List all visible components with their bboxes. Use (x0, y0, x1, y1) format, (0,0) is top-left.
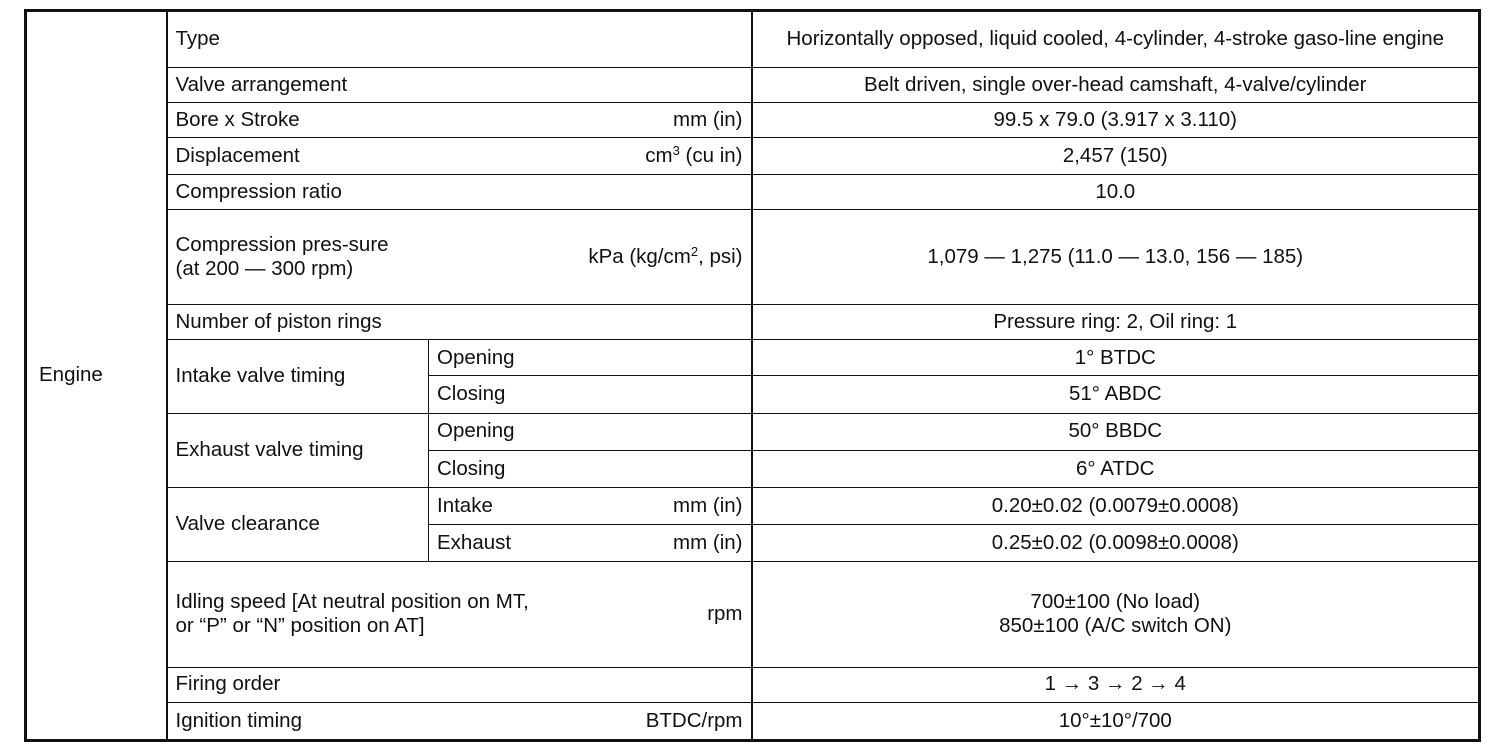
row-label-cell-bore-stroke (167, 102, 752, 137)
sub-label-intake-closing: Closing (429, 376, 752, 413)
row-label-idling-speed: Idling speed [At neutral position on MT, or “P” or “N” position on AT] (175, 589, 529, 638)
unit-superscript: 3 (672, 143, 680, 159)
row-value-exhaust-closing: 6° ATDC (752, 450, 1480, 487)
row-label-piston-rings: Number of piston rings (167, 305, 752, 340)
row-label-compression-ratio: Compression ratio (167, 175, 752, 210)
section-label-text: Engine (39, 363, 103, 387)
row-label-cell-displacement (167, 137, 752, 174)
sub-label-clearance-intake: Intake (437, 493, 493, 517)
table-row-compression-ratio (26, 175, 1480, 210)
table-row-compression-pressure (26, 210, 1480, 305)
row-value-type: Horizontally opposed, liquid cooled, 4-cylinder, 4-stroke gaso-line engine (752, 11, 1480, 68)
table-row-firing-order (26, 667, 1480, 702)
sub-label-intake-opening: Opening (429, 340, 752, 376)
sub-label-exhaust-closing: Closing (429, 450, 752, 487)
row-label-cell-ignition-timing (167, 702, 752, 740)
unit-part: cm (645, 144, 673, 168)
table-row-idling-speed (26, 562, 1480, 667)
row-label-intake-valve-timing: Intake valve timing (167, 340, 429, 413)
idling-speed-value-line1: 700±100 (No load) (1030, 589, 1201, 613)
table-row-exhaust-opening (26, 413, 1480, 450)
row-unit-displacement (645, 143, 742, 169)
row-value-bore-stroke: 99.5 x 79.0 (3.917 x 3.110) (752, 102, 1480, 137)
row-label-valve-clearance: Valve clearance (167, 487, 429, 561)
sub-label-exhaust-opening: Opening (429, 413, 752, 450)
row-label-exhaust-valve-timing: Exhaust valve timing (167, 413, 429, 487)
unit-part: (cu in) (679, 144, 743, 168)
section-label-engine (26, 11, 167, 741)
row-value-displacement: 2,457 (150) (752, 137, 1480, 174)
row-unit-compression-pressure (588, 244, 742, 270)
unit-part: kPa (kg/cm (588, 245, 691, 269)
row-label-valve-arrangement: Valve arrangement (167, 67, 752, 102)
unit-part: , psi) (698, 245, 743, 269)
row-value-firing-order: 1 → 3 → 2 → 4 (752, 667, 1480, 702)
row-label-cell-compression-pressure (167, 210, 752, 305)
row-value-piston-rings: Pressure ring: 2, Oil ring: 1 (752, 305, 1480, 340)
row-label-displacement: Displacement (175, 143, 300, 167)
table-row-ignition-timing (26, 702, 1480, 740)
table-row-displacement (26, 137, 1480, 174)
table-row-clearance-intake (26, 487, 1480, 524)
row-value-clearance-exhaust: 0.25±0.02 (0.0098±0.0008) (752, 525, 1480, 562)
row-label-ignition-timing: Ignition timing (175, 708, 302, 732)
unit-superscript: 2 (690, 244, 699, 260)
row-label-type: Type (167, 11, 752, 68)
row-value-compression-ratio: 10.0 (752, 175, 1480, 210)
table-row-type (26, 11, 1480, 68)
row-value-intake-closing: 51° ABDC (752, 376, 1480, 413)
row-unit-bore-stroke: mm (in) (673, 107, 743, 131)
sub-label-clearance-exhaust: Exhaust (437, 530, 512, 554)
table-row-bore-stroke (26, 102, 1480, 137)
row-value-exhaust-opening: 50° BBDC (752, 413, 1480, 450)
sub-unit-clearance-exhaust: mm (in) (673, 530, 743, 554)
row-label-bore-stroke: Bore x Stroke (175, 107, 300, 131)
sub-label-cell-clearance-intake (429, 487, 752, 524)
sub-unit-clearance-intake: mm (in) (673, 493, 743, 517)
row-value-valve-arrangement: Belt driven, single over-head camshaft, 4-valve/cylinder (752, 67, 1480, 102)
table-row-valve-arrangement (26, 67, 1480, 102)
row-value-compression-pressure: 1,079 — 1,275 (11.0 — 13.0, 156 — 185) (752, 210, 1480, 305)
row-value-intake-opening: 1° BTDC (752, 340, 1480, 376)
row-label-compression-pressure: Compression pres-sure (at 200 — 300 rpm) (175, 232, 389, 281)
engine-spec-table (24, 9, 1481, 742)
idling-speed-value-line2: 850±100 (A/C switch ON) (999, 614, 1232, 638)
row-value-ignition-timing: 10°±10°/700 (752, 702, 1480, 740)
row-label-firing-order: Firing order (167, 667, 752, 702)
sub-label-cell-clearance-exhaust (429, 525, 752, 562)
row-label-cell-idling-speed (167, 562, 752, 667)
row-value-idling-speed (752, 562, 1480, 667)
row-unit-idling-speed: rpm (707, 602, 743, 626)
table-row-intake-opening (26, 340, 1480, 376)
row-value-clearance-intake: 0.20±0.02 (0.0079±0.0008) (752, 487, 1480, 524)
row-unit-ignition-timing: BTDC/rpm (645, 708, 743, 732)
table-row-piston-rings (26, 305, 1480, 340)
